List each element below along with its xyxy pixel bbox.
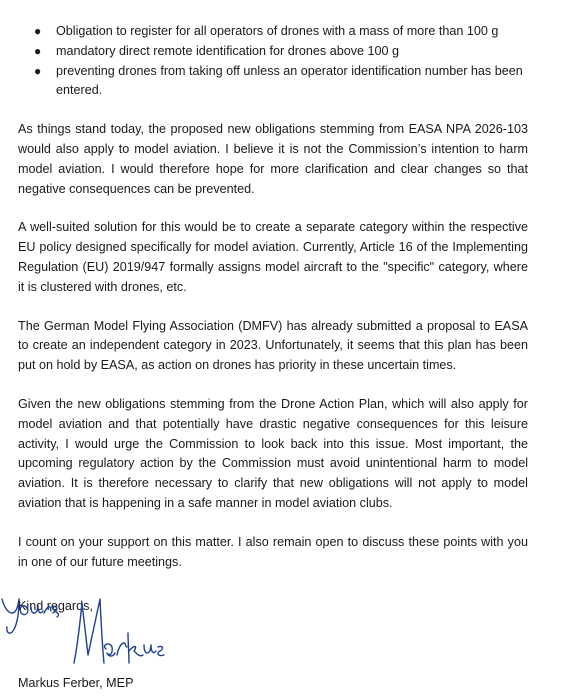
bullet-icon: ● — [34, 43, 42, 58]
bullet-icon: ● — [34, 24, 42, 38]
list-item — [18, 62, 528, 102]
list-item — [18, 22, 528, 42]
paragraph: The German Model Flying Association (DMFV) has already submitted a proposal to EASA to create an independent category in 2023. Unfortunately, it seems that this plan has been put on hold by EASA, as action on drones has priority in these uncertain times. — [18, 318, 528, 373]
signatory-name: Markus Ferber, MEP — [18, 676, 134, 690]
closing-line: Kind regards, — [18, 599, 93, 614]
list-item-text: mandatory direct remote identification for drones above 100 g — [56, 43, 400, 58]
obligations-list — [18, 22, 528, 101]
list-item — [18, 42, 528, 62]
bullet-icon: ● — [34, 63, 42, 78]
paragraph: Given the new obligations stemming from the Drone Action Plan, which will also apply for model aviation and that potentially have drastic negative consequences for this leisure activity, I would urge the Commission to look back into this issue. Most important, the upcoming regulatory action by the Commission must avoid unintentional harm to model aviation. It is therefore necessary to clarify that new obligations will not apply to model aviation that is happening in a safe manner in model aviation clubs. — [18, 396, 528, 510]
list-item-text: preventing drones from taking off unless an operator identification number has been entered. — [56, 63, 523, 98]
paragraph: A well-suited solution for this would be to create a separate category within the respective EU policy designed specifically for model aviation. Currently, Article 16 of the Implementing Regulation (EU) 2019/947 formally assigns model aircraft to the "specific" category, where it is clustered with drones, etc. — [18, 220, 528, 294]
paragraph: As things stand today, the proposed new obligations stemming from EASA NPA 2026-103 would also apply to model aviation. I believe it is not the Commission’s intention to harm model aviation. I would therefore hope for more clarification and clear changes so that negative consequences can be prevented. — [18, 122, 528, 196]
list-item-text: Obligation to register for all operators of drones with a mass of more than 100 g — [56, 24, 499, 38]
paragraph: I count on your support on this matter. I also remain open to discuss these points with you in one of our future meetings. — [18, 534, 528, 569]
letter-body — [18, 22, 528, 617]
